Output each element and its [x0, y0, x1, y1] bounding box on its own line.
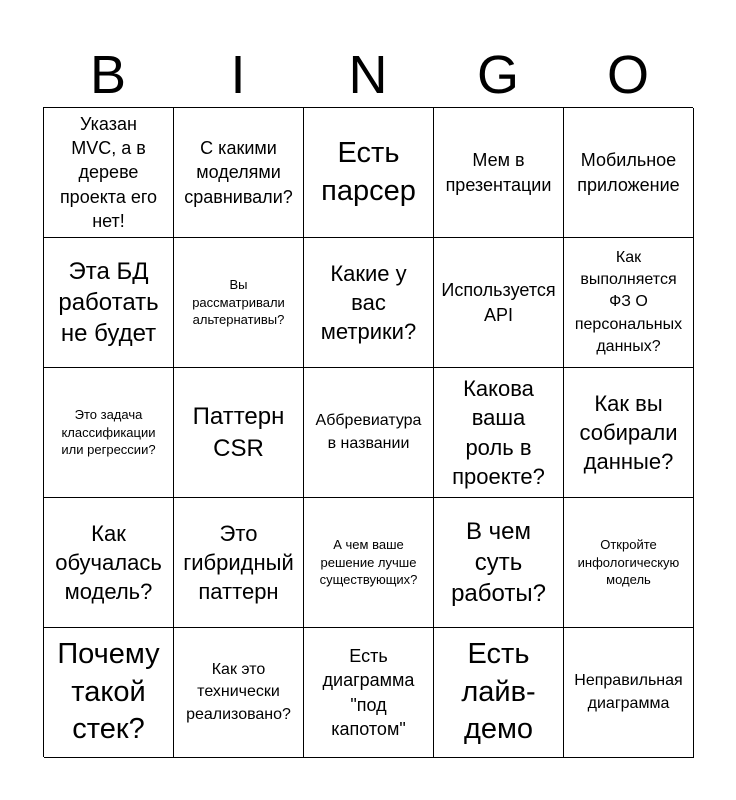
bingo-cell[interactable]: Эта БД работать не будет — [44, 238, 174, 368]
bingo-cell[interactable]: Паттерн CSR — [174, 368, 304, 498]
header-letter-i: I — [230, 45, 246, 105]
bingo-cell[interactable]: Как обучалась модель? — [44, 498, 174, 628]
bingo-cell[interactable]: В чем суть работы? — [434, 498, 564, 628]
bingo-cell[interactable]: Это гибридный паттерн — [174, 498, 304, 628]
bingo-cell[interactable]: Неправильная диаграмма — [564, 628, 694, 758]
header-letter-g: G — [476, 45, 519, 105]
bingo-board — [43, 107, 693, 757]
bingo-cell[interactable]: Мем в презентации — [434, 108, 564, 238]
bingo-cell[interactable]: Откройте инфологическую модель — [564, 498, 694, 628]
header-letter-b: B — [89, 45, 127, 105]
bingo-header — [43, 44, 693, 106]
bingo-cell[interactable]: Как вы собирали данные? — [564, 368, 694, 498]
header-letter-n: N — [348, 45, 388, 105]
bingo-cell[interactable]: Мобильное приложение — [564, 108, 694, 238]
bingo-cell[interactable]: С какими моделями сравнивали? — [174, 108, 304, 238]
bingo-cell[interactable]: Используется API — [434, 238, 564, 368]
bingo-cell[interactable]: А чем ваше решение лучше существующих? — [304, 498, 434, 628]
bingo-cell[interactable]: Есть лайв- демо — [434, 628, 564, 758]
bingo-cell[interactable]: Как это технически реализовано? — [174, 628, 304, 758]
bingo-cell[interactable]: Как выполняется ФЗ О персональных данных? — [564, 238, 694, 368]
bingo-cell[interactable]: Указан MVC, а в дереве проекта его нет! — [44, 108, 174, 238]
header-letter-o: O — [606, 45, 649, 105]
bingo-cell[interactable]: Есть парсер — [304, 108, 434, 238]
bingo-cell[interactable]: Вы рассматривали альтернативы? — [174, 238, 304, 368]
bingo-cell[interactable]: Аббревиатура в названии — [304, 368, 434, 498]
bingo-cell[interactable]: Есть диаграмма "под капотом" — [304, 628, 434, 758]
bingo-cell[interactable]: Почему такой стек? — [44, 628, 174, 758]
bingo-cell[interactable]: Какова ваша роль в проекте? — [434, 368, 564, 498]
bingo-cell[interactable]: Это задача классификации или регрессии? — [44, 368, 174, 498]
bingo-cell[interactable]: Какие у вас метрики? — [304, 238, 434, 368]
